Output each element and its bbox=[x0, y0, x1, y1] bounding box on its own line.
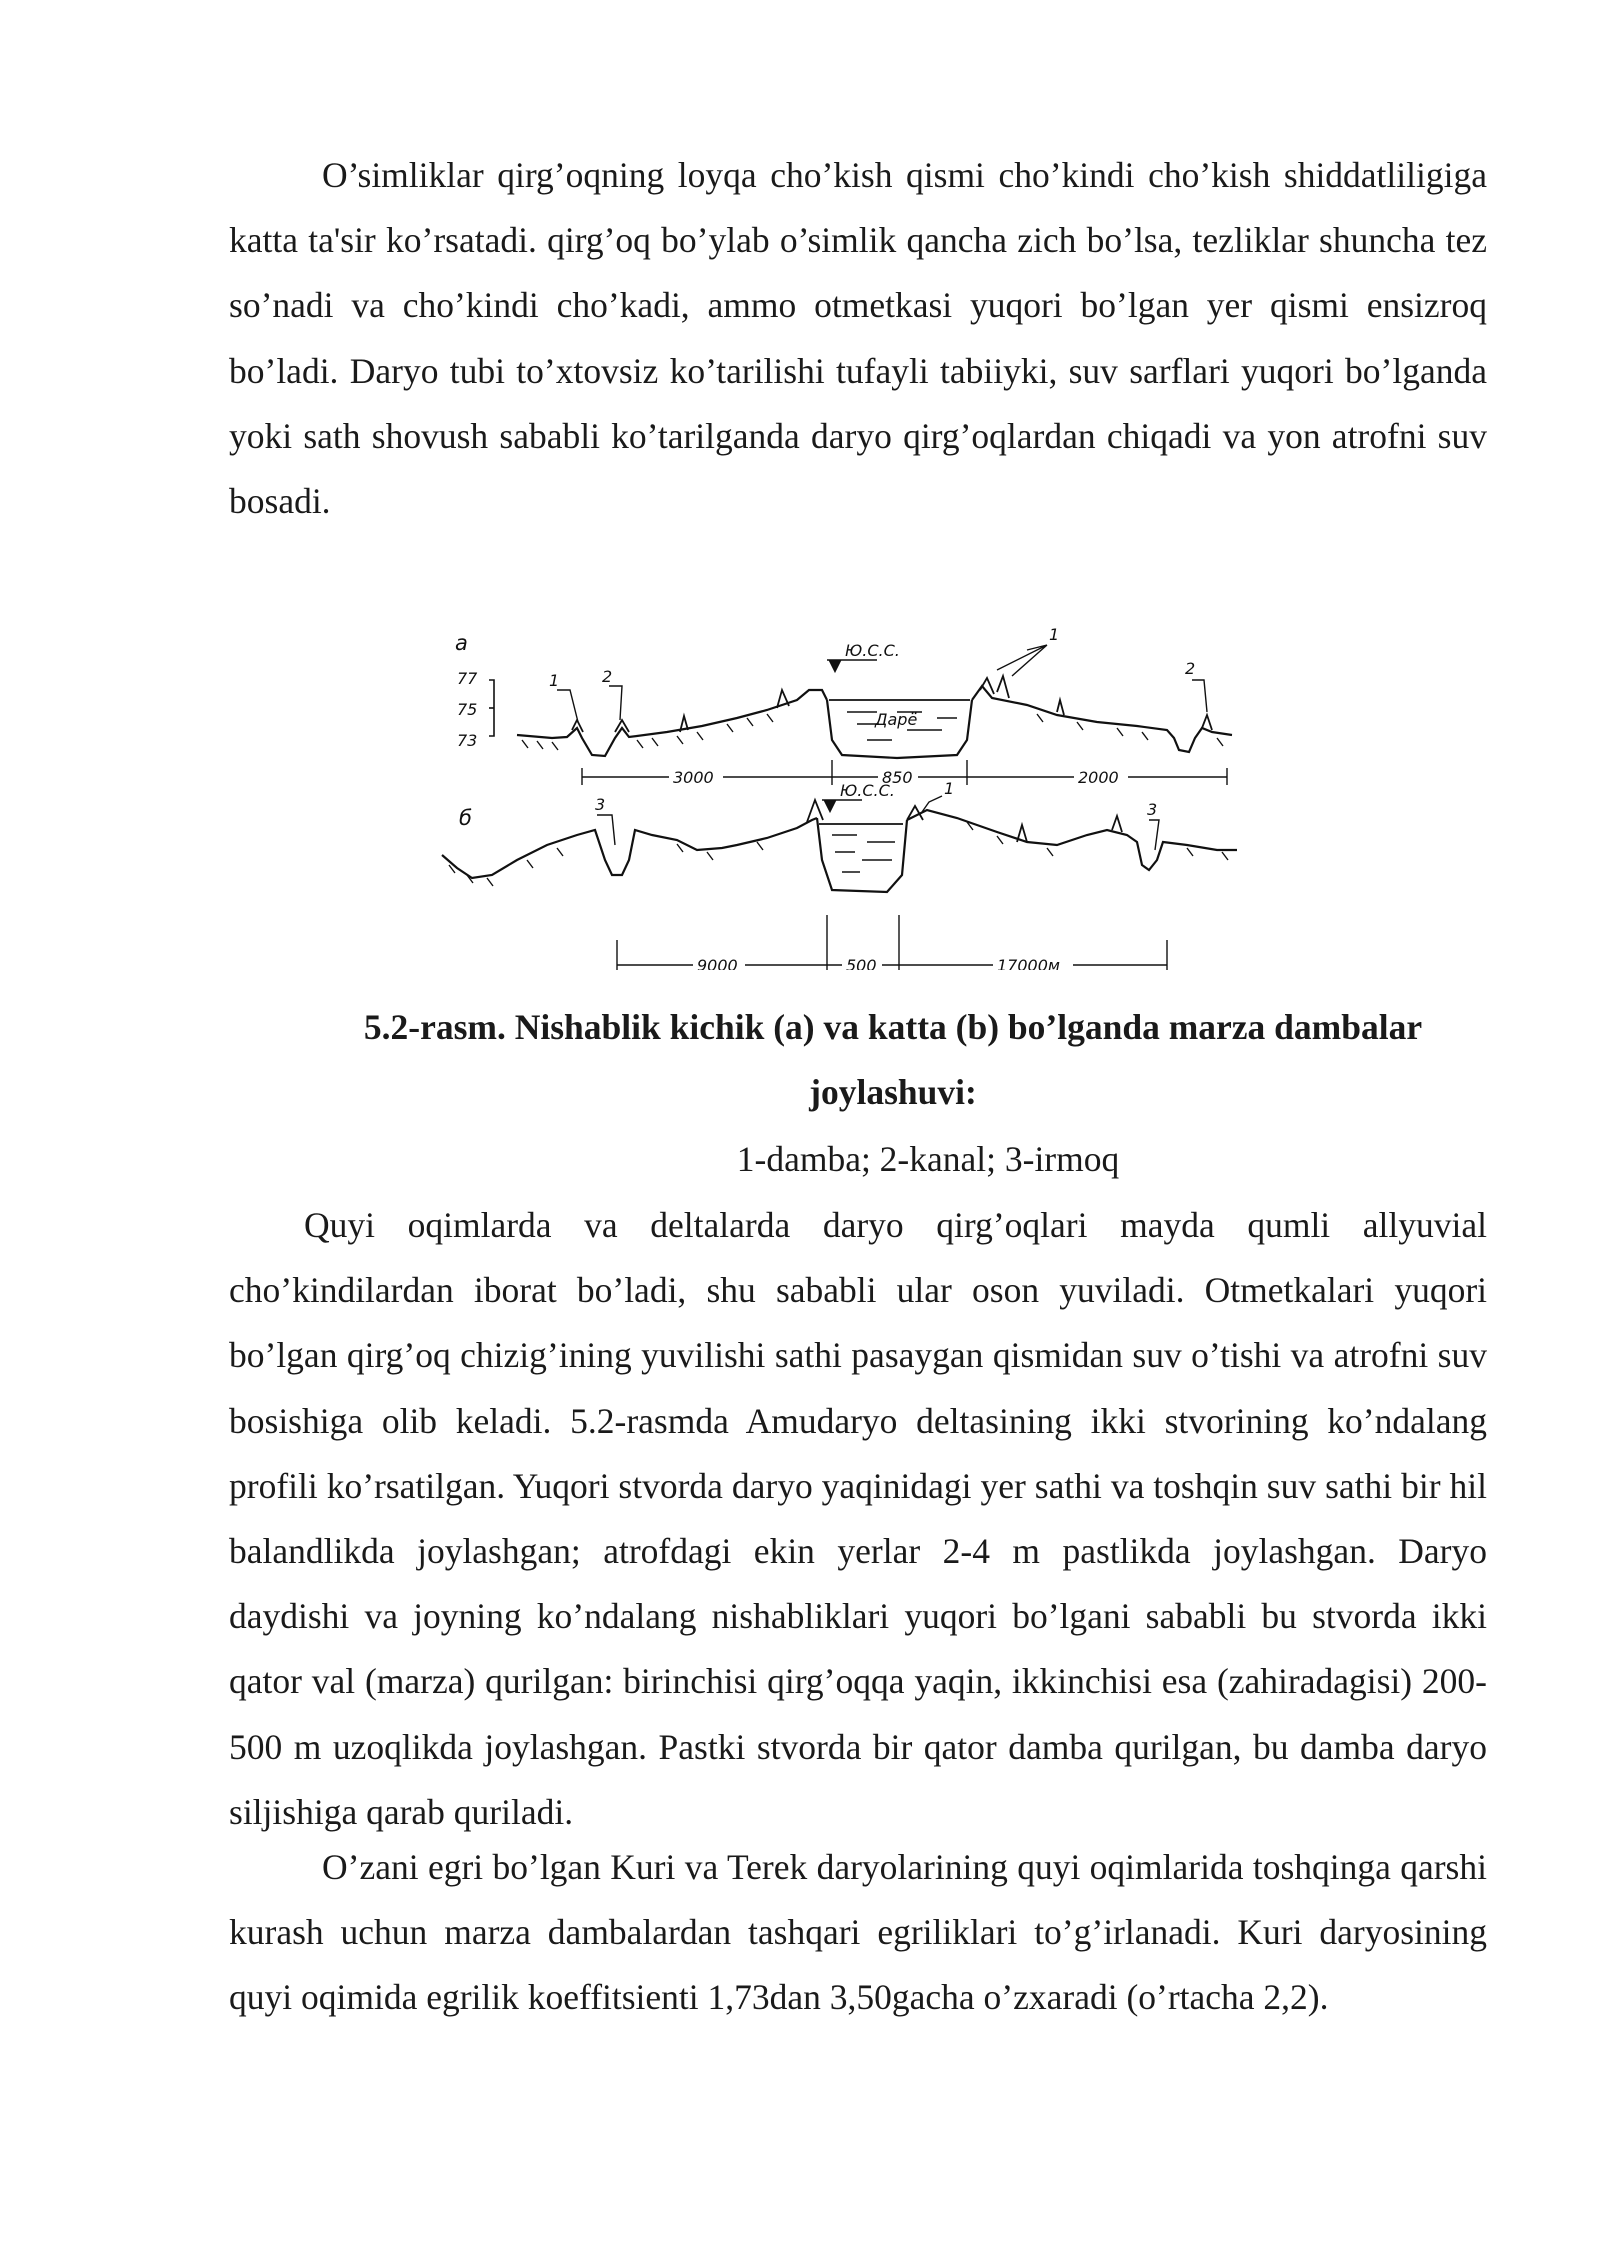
figure-caption-legend: 1-damba; 2-kanal; 3-irmoq bbox=[736, 1139, 1120, 1179]
paragraph-1: O’simliklar qirg’oqning loyqa cho’kish qismi cho’kindi cho’kish shiddatliligiga katta ta'sir ko’rsatadi. qirg’oq bo’ylab o’simlik qancha zich bo’lsa, tezliklar shuncha tez so’nadi va cho’kindi cho’kadi, ammo otmetkasi yuqori bo’lgan yer qismi ensizroq bo’ladi. Daryo tubi to’xtovsiz ko’tarilishi tufayli tabiiyki, suv sarflari yuqori bo’lganda yoki sath shovush sababli ko’tarilganda daryo qirg’oqlardan chiqadi va yon atrofni suv bosadi. bbox=[229, 155, 1487, 522]
figure-caption-title: 5.2-rasm. Nishablik kichik (a) va katta (b) bo’lganda marza dambalar joylashuvi: bbox=[363, 1007, 1423, 1112]
paragraph-2: Quyi oqimlarda va deltalarda daryo qirg’oqlari mayda qumli allyuvial cho’kindilardan iborat bo’ladi, shu sababli ular oson yuviladi. Otmetkalari yuqori bo’lgan qirg’oq chizig’ining yuvilishi sathi pasaygan qismidan suv o’tishi va atrofni suv bosishiga olib keladi. 5.2-rasmda Amudaryo deltasining ikki stvorining ko’ndalang profili ko’rsatilgan. Yuqori stvorda daryo yaqinidagi yer sathi va toshqin suv sathi bir hil balandlikda joylashgan; atrofdagi ekin yerlar 2-4 m pastlikda joylashgan. Daryo daydishi va joyning ko’ndalang nishabliklari yuqori bo’lgani sababli bu stvorda ikki qator val (marza) qurilgan: birinchisi qirg’oqqa yaqin, ikkinchisi esa (zahiradagisi) 200-500 m uzoqlikda joylashgan. Pastki stvorda bir qator damba qurilgan, bu damba daryo siljishiga qarab quriladi. bbox=[229, 1205, 1487, 1832]
panel-b-callout-1: 1 bbox=[944, 779, 955, 798]
panel-a-water-level: Ю.С.С. bbox=[845, 641, 900, 660]
panel-b-distance-left: 9000 bbox=[697, 956, 738, 970]
cross-section-diagram bbox=[437, 620, 1262, 970]
elevation-73: 73 bbox=[457, 731, 478, 750]
elevation-77: 77 bbox=[457, 669, 478, 688]
panel-b-letter: б bbox=[459, 806, 472, 830]
panel-b-callout-3-left: 3 bbox=[595, 795, 606, 814]
panel-b-river-channel bbox=[817, 818, 907, 892]
panel-b-callout-3-right: 3 bbox=[1147, 800, 1158, 819]
panel-a-ground-left bbox=[517, 690, 827, 756]
elevation-75: 75 bbox=[457, 700, 478, 719]
panel-b-distance-right: 17000м bbox=[997, 956, 1060, 970]
panel-a-letter: а bbox=[455, 631, 468, 655]
panel-a-distance-river: 850 bbox=[882, 768, 913, 787]
panel-a-ground-right bbox=[972, 686, 1232, 752]
panel-a-river-channel bbox=[827, 700, 972, 758]
panel-a-callout-1-right: 1 bbox=[1049, 625, 1060, 644]
panel-a-distance-right: 2000 bbox=[1078, 768, 1119, 787]
figure-cross-section bbox=[437, 620, 1262, 970]
river-label: Дарё bbox=[875, 710, 918, 729]
panel-a-callout-1-left: 1 bbox=[549, 671, 560, 690]
paragraph-3: O’zani egri bo’lgan Kuri va Terek daryolarining quyi oqimlarida toshqinga qarshi kurash uchun marza dambalardan tashqari egriliklari to’g’irlanadi. Kuri daryosining quyi oqimida egrilik koeffitsienti 1,73dan 3,50gacha o’zxaradi (o’rtacha 2,2). bbox=[229, 1847, 1487, 2018]
panel-a-callout-2-right: 2 bbox=[1185, 659, 1196, 678]
panel-b-water-level: Ю.С.С. bbox=[840, 781, 895, 800]
panel-b-distance-river: 500 bbox=[846, 956, 877, 970]
panel-a-callout-2-left: 2 bbox=[602, 667, 613, 686]
panel-a-distance-left: 3000 bbox=[673, 768, 714, 787]
